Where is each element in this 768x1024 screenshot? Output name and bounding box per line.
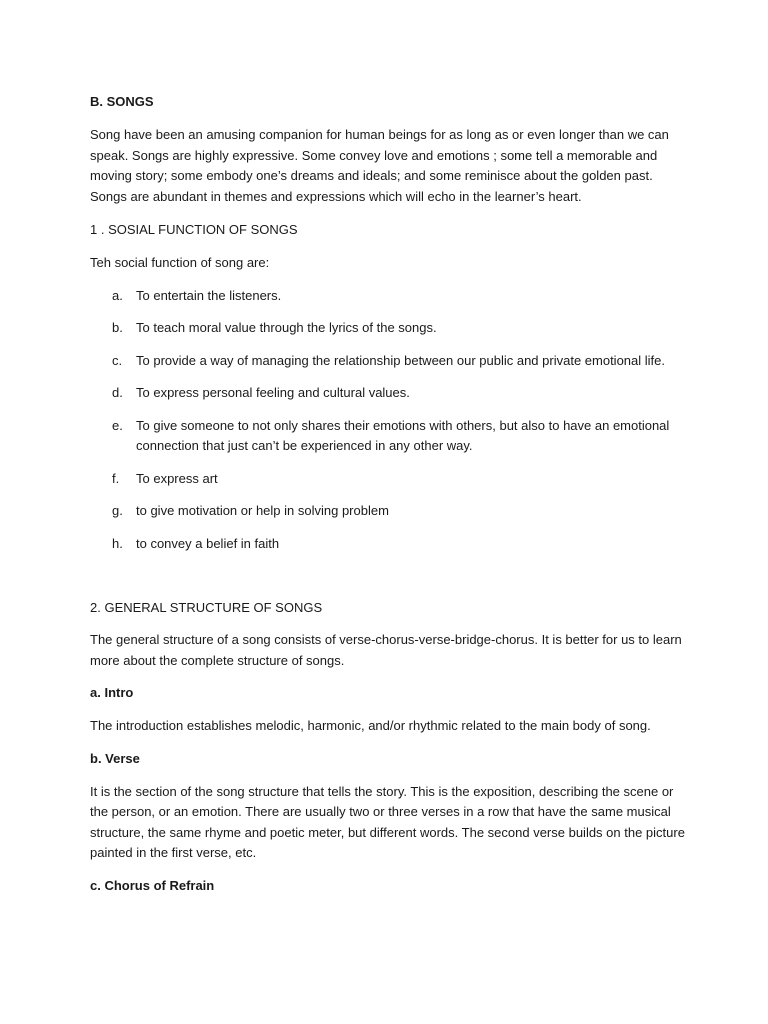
social-function-lead: Teh social function of song are:: [90, 255, 270, 270]
intro-paragraph: Song have been an amusing companion for human beings for as long as or even longer than we can speak. Songs are highly expressive. Some convey love and emotions ; some tell a memorable and moving story; some embody one’s dreams and ideals; and some reminisce about the golden past. Songs are abundant in themes and expressions which will echo in the learner’s heart.: [90, 127, 669, 204]
list-marker: a.: [112, 287, 123, 303]
list-marker: f.: [112, 470, 120, 486]
intro-heading: a. Intro: [90, 685, 134, 700]
list-item-text: To teach moral value through the lyrics of the songs.: [136, 320, 437, 335]
list-item: [90, 351, 690, 372]
list-marker: g.: [112, 503, 123, 518]
list-item: [90, 534, 690, 555]
list-item-text: to convey a belief in faith: [136, 535, 280, 551]
section-title: B. SONGS: [90, 94, 154, 109]
verse-text: It is the section of the song structure that tells the story. This is the exposition, describing the scene or the person, or an emotion. There are usually two or three verses in a row that have the same musical structure, the same rhyme and poetic meter, but different words. The second verse builds on the picture painted in the first verse, etc.: [90, 783, 685, 860]
list-item: [90, 416, 690, 457]
social-function-list: [90, 286, 690, 555]
general-structure-paragraph: The general structure of a song consists of verse-chorus-verse-bridge-chorus. It is better for us to learn more about the complete structure of songs.: [90, 632, 682, 668]
list-item: [90, 318, 690, 339]
list-item: [90, 501, 690, 522]
list-item: [90, 286, 690, 307]
list-marker: h.: [112, 535, 123, 551]
list-marker: e.: [112, 417, 123, 433]
list-item-text: To provide a way of managing the relationship between our public and private emotional life.: [136, 352, 665, 368]
list-item-text: to give motivation or help in solving problem: [136, 503, 389, 518]
list-marker: d.: [112, 385, 123, 400]
list-item-text: To express art: [136, 470, 218, 486]
list-item-text: To give someone to not only shares their emotions with others, but also to have an emotional connection that just can’t be experienced in any other way.: [136, 417, 670, 453]
chorus-heading: c. Chorus of Refrain: [90, 877, 215, 893]
list-item-text: To entertain the listeners.: [136, 287, 282, 303]
general-structure-heading: 2. GENERAL STRUCTURE OF SONGS: [90, 600, 323, 615]
list-item: [90, 383, 690, 404]
social-function-heading: 1 . SOSIAL FUNCTION OF SONGS: [90, 222, 298, 237]
list-marker: b.: [112, 320, 123, 335]
verse-heading: b. Verse: [90, 750, 140, 766]
list-item: [90, 469, 690, 490]
list-item-text: To express personal feeling and cultural values.: [136, 385, 410, 400]
list-marker: c.: [112, 352, 123, 368]
document-page: [90, 90, 690, 896]
intro-text: The introduction establishes melodic, harmonic, and/or rhythmic related to the main body of song.: [90, 718, 651, 733]
